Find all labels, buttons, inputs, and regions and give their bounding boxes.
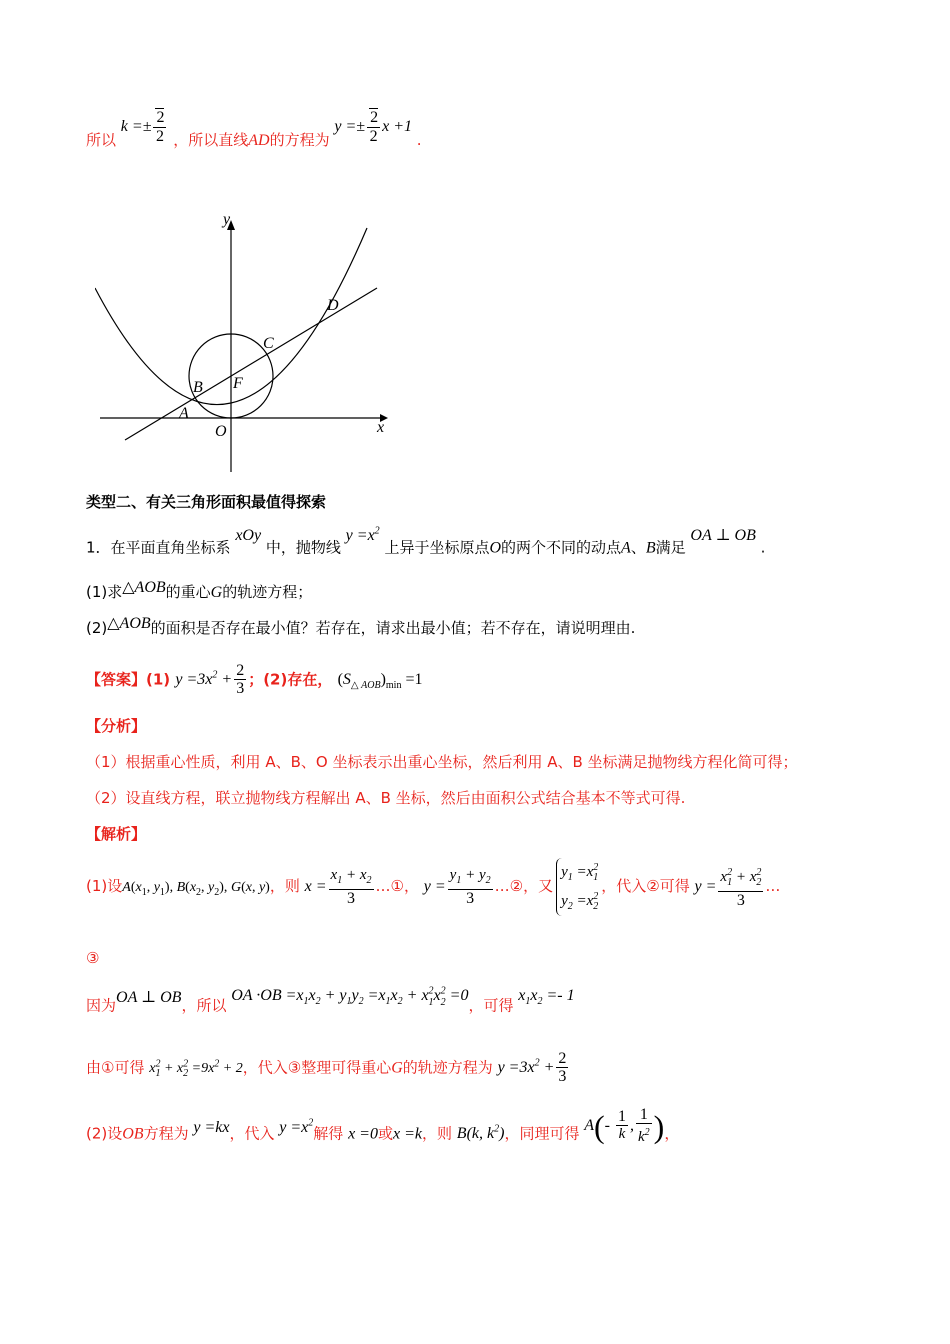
formula-x-centroid: x = bbox=[304, 878, 327, 895]
formula-y-sq: y = bbox=[694, 878, 717, 895]
solution-line-3: 由①可得 $x^2_1 + x^2_2 =9x^2 + 2$，代入③整理可得重心G的轨迹方程为 $y =3x^2$ + $\frac{2}{3}$ bbox=[86, 1050, 567, 1086]
formula-y-centroid: y = bbox=[423, 878, 446, 895]
formula-k-frac: $\frac{2}{2}$ bbox=[153, 109, 166, 145]
label-b: B bbox=[193, 379, 203, 396]
formula-line-frac: $\frac{2}{2}$ bbox=[367, 109, 380, 145]
formula-answer-1: $y =3x^2$ + bbox=[175, 670, 233, 689]
formula-parabola: $y =x^2$ bbox=[345, 526, 380, 545]
formula-oa-perp-ob: OA ⊥ OB bbox=[690, 527, 756, 545]
label-x: x bbox=[377, 419, 385, 436]
formula-triangle-aob: △AOB bbox=[122, 579, 166, 596]
parabola-circle-figure bbox=[95, 210, 395, 475]
formula-dot-product: OA $\cdot OB =x_1x_2 + y_1y_2 =x_1x_2 + x^2_1x^2_2 =0$ bbox=[231, 986, 469, 1008]
formula-a-point: A(- bbox=[584, 1108, 614, 1145]
circle-3-line: ③ bbox=[86, 949, 100, 967]
formula-xoy: xOy bbox=[235, 527, 262, 545]
text-period: . bbox=[416, 131, 422, 149]
solution-line-2: 因为OA ⊥ OB，所以 OA $\cdot OB =x_1x_2 + y_1y_2 =x_1x_2 + x^2_1x^2_2 =0$，可得 $x_1x_2 =- 1$ bbox=[86, 986, 575, 1015]
formula-x-k: x =k bbox=[393, 1125, 422, 1143]
formula-perp: OA ⊥ OB bbox=[116, 989, 182, 1007]
text-ad: AD bbox=[248, 132, 270, 149]
label-d: D bbox=[327, 297, 339, 314]
formula-line-tail: x +1 bbox=[382, 118, 412, 135]
formula-line-ad: y =± bbox=[334, 118, 366, 135]
line-ad bbox=[125, 288, 377, 440]
formula-triangle-aob-2: △AOB bbox=[107, 615, 151, 632]
formula-k: k =± bbox=[120, 118, 152, 135]
label-a: A bbox=[179, 405, 189, 422]
answer-label: 【答案】 bbox=[86, 670, 147, 689]
formula-answer-2: $(S_{\triangle AOB})_{min} =1$ bbox=[337, 671, 423, 692]
label-f: F bbox=[233, 375, 243, 392]
answer-line: 【答案】(1) $y =3x^2$ + $\frac{2}{3}$ ；(2)存在， $(S_{\triangle AOB})_{min} =1$ bbox=[86, 662, 423, 698]
question-2: (2)△AOB的面积是否存在最小值？若存在，请求出最小值；若不存在，请说明理由. bbox=[86, 615, 636, 637]
formula-b-point: B(k, $k^2$) bbox=[456, 1124, 505, 1143]
formula-system: $y_1 =x^2_1$ $y_2 =x^2_2$ bbox=[556, 858, 598, 916]
solution-line-1: (1)设$A(x_1$, $y_1$), $B(x_2$, $y_2$), G(x, y)，则 x = $\frac{x_1 + x_2}{3}$ …①， y = $\frac{y_1 + y_2}{3}$ …②，又$y_1 =x^2_1$ $y_2 =x^2_2$，代入②可得 y = $\frac{x^2_1 + x^2_2}{3}$ … bbox=[86, 856, 780, 916]
formula-product: $x_1x_2 =- 1$ bbox=[518, 987, 575, 1008]
formula-y-kx: y =kx bbox=[193, 1119, 230, 1137]
formula-sum-squares: $x^2_1 + x^2_2 =9x^2 + 2$ bbox=[149, 1058, 243, 1080]
label-c: C bbox=[263, 335, 274, 352]
label-o: O bbox=[215, 423, 227, 440]
question-1: (1)求△AOB的重心G的轨迹方程； bbox=[86, 579, 313, 601]
section-title: 类型二、有关三角形面积最值得探索 bbox=[86, 493, 327, 511]
text-suoyi-line: ，所以直线 bbox=[173, 131, 249, 149]
problem-statement: 1．在平面直角坐标系 xOy 中，抛物线 $y =x^2$ 上异于坐标原点O的两个不同的动点A、B满足 OA ⊥ OB . bbox=[86, 526, 766, 557]
analysis-line-2: （2）设直线方程，联立抛物线方程解出 A、B 坐标，然后由面积公式结合基本不等式可得. bbox=[86, 789, 686, 807]
formula-locus: $y =3x^2$ + bbox=[497, 1058, 555, 1077]
conclusion-line bbox=[86, 108, 422, 162]
text-suoyi: 所以 bbox=[86, 131, 117, 149]
analysis-line-1: （1）根据重心性质，利用 A、B、O 坐标表示出重心坐标，然后利用 A、B 坐标满足抛物线方程化简可得； bbox=[86, 753, 798, 771]
analysis-label: 【分析】 bbox=[86, 717, 147, 735]
solution-label: 【解析】 bbox=[86, 825, 147, 843]
formula-points: $A(x_1$, $y_1$), $B(x_2$, $y_2$), G(x, y) bbox=[122, 880, 270, 898]
label-y: y bbox=[223, 211, 231, 228]
formula-x-0: x =0 bbox=[348, 1125, 378, 1143]
solution-line-4: (2)设OB方程为 y =kx，代入 $y =x^2$解得 x =0或x =k，则 B(k, $k^2$)，同理可得 A(- $\frac{1}{k}$ , $\frac{1}{k^2}$ )， bbox=[86, 1105, 680, 1145]
text-equation-is: 的方程为 bbox=[269, 131, 330, 149]
formula-y-x2: $y =x^2$ bbox=[279, 1118, 314, 1137]
